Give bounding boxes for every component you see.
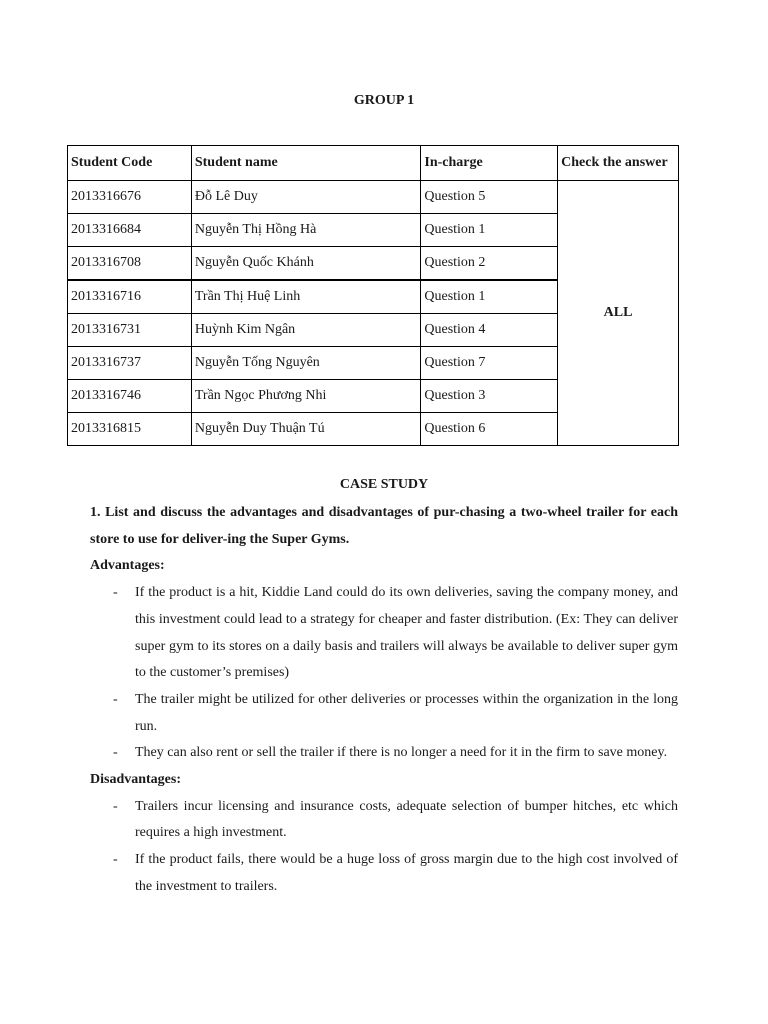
student-code: 2013316746 — [68, 380, 192, 413]
header-check-answer: Check the answer — [558, 146, 679, 181]
student-name: Trần Ngọc Phương Nhi — [191, 380, 421, 413]
question-text: 1. List and discuss the advantages and disadvantages of pur-chasing a two-wheel trailer for each store to use for deliver-ing the Super Gyms. — [90, 505, 678, 547]
table-row — [68, 181, 679, 214]
student-name: Nguyễn Duy Thuận Tú — [191, 413, 421, 446]
student-name: Trần Thị Huệ Linh — [191, 280, 421, 314]
table-header-row — [68, 146, 679, 181]
header-student-code: Student Code — [68, 146, 192, 181]
in-charge: Question 5 — [421, 181, 558, 214]
bullet-dash: - — [113, 585, 118, 601]
bullet-dash: - — [113, 745, 118, 761]
list-item — [90, 580, 678, 687]
list-item — [90, 847, 678, 900]
header-in-charge: In-charge — [421, 146, 558, 181]
student-code: 2013316716 — [68, 280, 192, 314]
student-code: 2013316708 — [68, 247, 192, 281]
student-name: Nguyễn Quốc Khánh — [191, 247, 421, 281]
in-charge: Question 2 — [421, 247, 558, 281]
student-code: 2013316731 — [68, 314, 192, 347]
bullet-dash: - — [113, 852, 118, 868]
in-charge: Question 1 — [421, 280, 558, 314]
advantages-heading: Advantages: — [90, 558, 165, 574]
advantage-text: They can also rent or sell the trailer if there is no longer a need for it in the firm to save money. — [135, 745, 668, 761]
student-name: Đỗ Lê Duy — [191, 181, 421, 214]
disadvantages-heading: Disadvantages: — [90, 772, 182, 788]
header-student-name: Student name — [191, 146, 421, 181]
list-item — [90, 794, 678, 847]
disadvantages-list — [90, 794, 678, 901]
check-answer-cell: ALL — [558, 181, 679, 446]
in-charge: Question 1 — [421, 214, 558, 247]
bullet-dash: - — [113, 691, 118, 707]
disadvantage-text: Trailers incur licensing and insurance costs, adequate selection of bumper hitches, etc which requires a high investment. — [135, 798, 678, 841]
in-charge: Question 7 — [421, 347, 558, 380]
list-item — [90, 740, 678, 767]
advantage-text: If the product is a hit, Kiddie Land could do its own deliveries, saving the company money, and this investment could lead to a strategy for cheaper and faster distribution. (Ex: They can deliver super gym to its stores on a daily basis and trailers will always be available to deliver super gym to the customer’s premises) — [135, 585, 678, 681]
student-code: 2013316737 — [68, 347, 192, 380]
case-study-body — [90, 500, 678, 901]
in-charge: Question 3 — [421, 380, 558, 413]
advantage-text: The trailer might be utilized for other deliveries or processes within the organization in the long run. — [135, 691, 678, 734]
in-charge: Question 6 — [421, 413, 558, 446]
student-table — [67, 145, 679, 446]
advantages-list — [90, 580, 678, 767]
student-code: 2013316815 — [68, 413, 192, 446]
student-name: Nguyễn Tống Nguyên — [191, 347, 421, 380]
case-study-title: CASE STUDY — [339, 477, 429, 492]
list-item — [90, 687, 678, 740]
in-charge: Question 4 — [421, 314, 558, 347]
bullet-dash: - — [113, 798, 118, 814]
student-code: 2013316676 — [68, 181, 192, 214]
student-name: Huỳnh Kim Ngân — [191, 314, 421, 347]
disadvantage-text: If the product fails, there would be a huge loss of gross margin due to the high cost involved of the investment to trailers. — [135, 852, 678, 894]
student-code: 2013316684 — [68, 214, 192, 247]
group-title: GROUP 1 — [353, 93, 415, 108]
student-name: Nguyễn Thị Hồng Hà — [191, 214, 421, 247]
